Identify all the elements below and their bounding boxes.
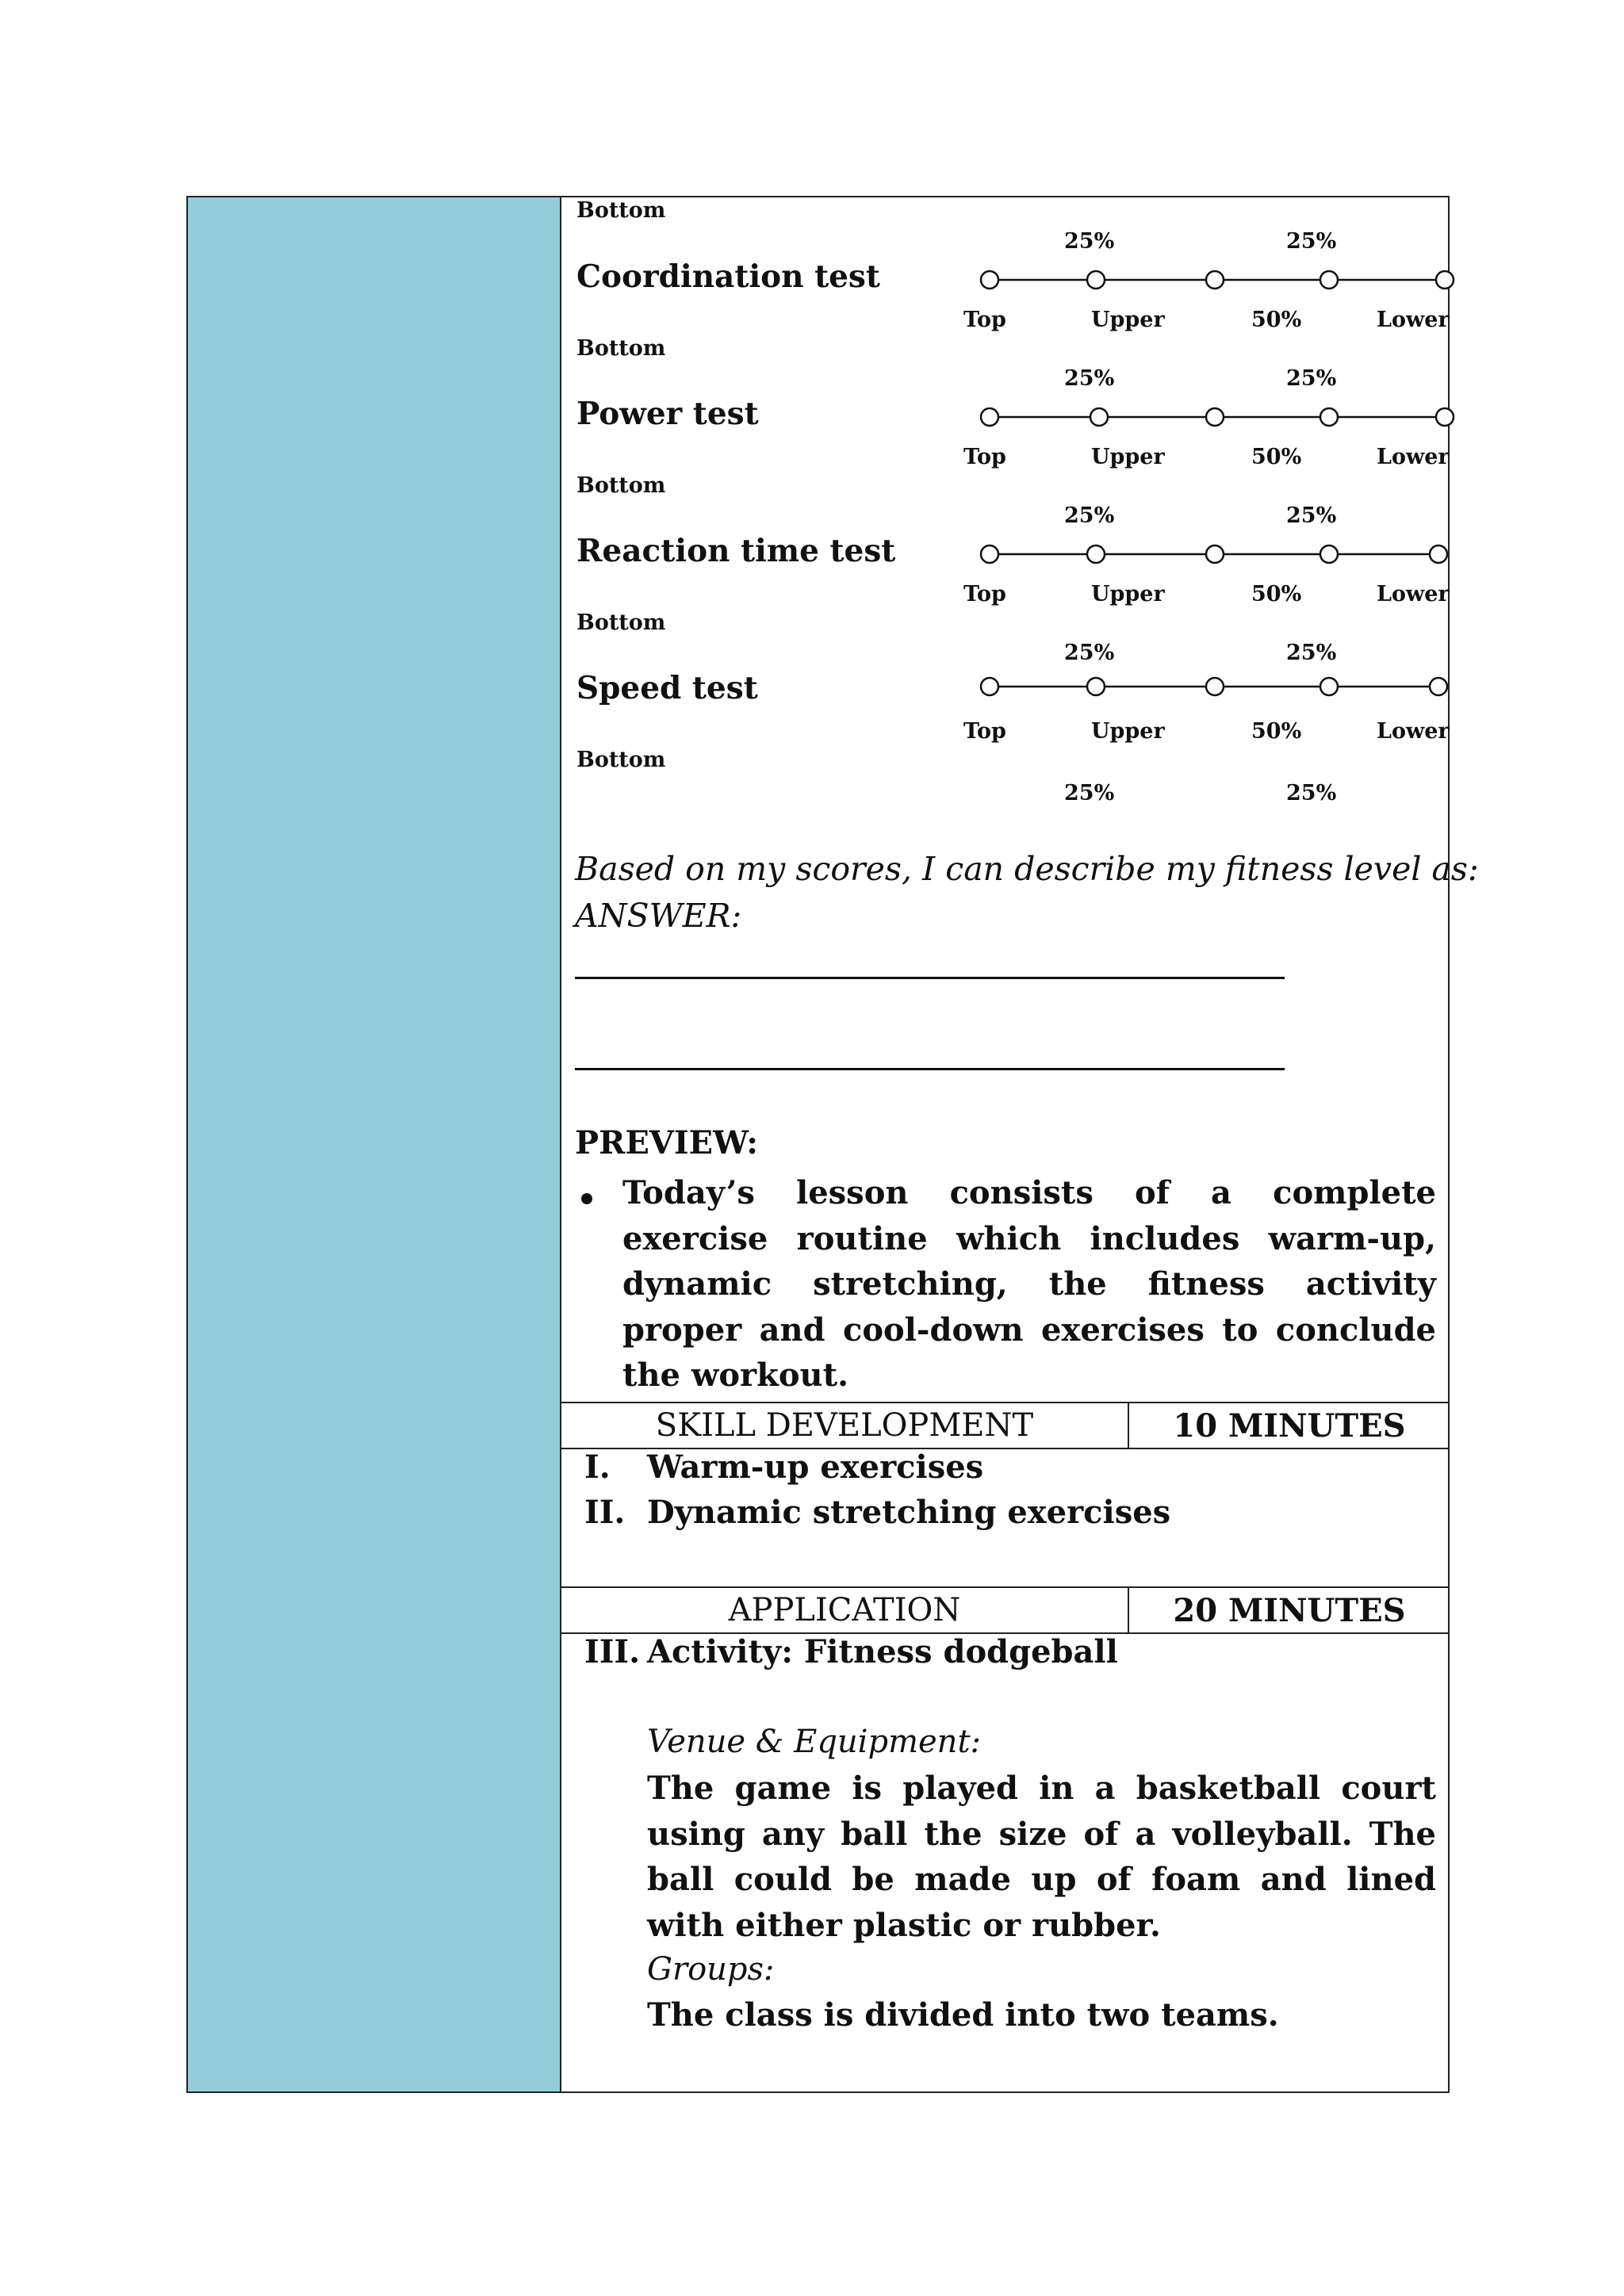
scale-label-lower: Lower xyxy=(1377,719,1450,744)
venue-text: The game is played in a basketball court using any ball the size of a volleyball. The ball could be made up of foam and lined with either plastic or rubber. xyxy=(647,1770,1436,1944)
scale-label-upper: Upper xyxy=(1091,445,1165,469)
groups-text: The class is divided into two teams. xyxy=(647,1996,1279,2034)
scale-label-bottom: Bottom xyxy=(576,748,666,772)
scale-label-quartile: 25% xyxy=(1064,229,1115,254)
scale-label-lower: Lower xyxy=(1377,445,1450,469)
list-item: Warm-up exercises xyxy=(647,1448,984,1486)
section-title: SKILL DEVELOPMENT xyxy=(561,1403,1129,1448)
item-number: I. xyxy=(584,1448,611,1486)
item-number: II. xyxy=(584,1494,626,1531)
scale-label-bottom: Bottom xyxy=(576,336,666,361)
scale-label-fifty: 50% xyxy=(1251,582,1302,607)
scale-label-top: Top xyxy=(963,719,1006,744)
scale-label-lower: Lower xyxy=(1377,582,1450,607)
scale-label-bottom: Bottom xyxy=(576,198,666,223)
scale-label-bottom: Bottom xyxy=(576,610,666,635)
test-name: Speed test xyxy=(576,670,758,706)
scale-label-lower: Lower xyxy=(1377,308,1450,332)
scale-label-quartile: 25% xyxy=(1064,366,1115,391)
scale-label-quartile: 25% xyxy=(1286,366,1337,391)
section-duration: 20 MINUTES xyxy=(1173,1591,1406,1629)
scale-label-quartile: 25% xyxy=(1064,503,1115,528)
percentile-scale xyxy=(967,530,1459,578)
scale-label-upper: Upper xyxy=(1091,308,1165,332)
scale-label-top: Top xyxy=(963,582,1006,607)
reflection-prompt: Based on my scores, I can describe my fitness level as: xyxy=(575,850,1479,888)
scale-label-top: Top xyxy=(963,308,1006,332)
preview-heading: PREVIEW: xyxy=(575,1124,759,1161)
item-number: III. xyxy=(584,1633,641,1670)
preview-text: Today’s lesson consists of a complete exercise routine which includes warm-up, dynamic stretching, the fitness activity proper and cool-down exercises to conclude the workout. xyxy=(622,1174,1436,1394)
answer-line[interactable] xyxy=(575,1068,1285,1070)
scale-label-quartile: 25% xyxy=(1064,641,1115,665)
venue-heading: Venue & Equipment: xyxy=(647,1724,981,1760)
scale-label-fifty: 50% xyxy=(1251,308,1302,332)
scale-label-quartile: 25% xyxy=(1286,781,1337,806)
scale-label-fifty: 50% xyxy=(1251,719,1302,744)
test-name: Reaction time test xyxy=(576,533,896,569)
list-item: Activity: Fitness dodgeball xyxy=(647,1633,1118,1670)
percentile-scale xyxy=(967,393,1459,441)
scale-label-quartile: 25% xyxy=(1064,781,1115,806)
bullet-icon xyxy=(581,1193,592,1204)
answer-line[interactable] xyxy=(575,977,1285,979)
section-title: APPLICATION xyxy=(561,1588,1129,1632)
section-header-skill-development xyxy=(561,1402,1450,1449)
scale-label-quartile: 25% xyxy=(1286,503,1337,528)
test-name: Coordination test xyxy=(576,258,880,295)
scale-label-upper: Upper xyxy=(1091,719,1165,744)
test-name: Power test xyxy=(576,396,759,432)
scale-label-upper: Upper xyxy=(1091,582,1165,607)
list-item: Dynamic stretching exercises xyxy=(647,1494,1171,1531)
scale-label-bottom: Bottom xyxy=(576,473,666,498)
percentile-scale xyxy=(967,256,1459,304)
scale-label-quartile: 25% xyxy=(1286,229,1337,254)
answer-label: ANSWER: xyxy=(575,897,742,935)
section-duration: 10 MINUTES xyxy=(1173,1406,1406,1445)
scale-label-fifty: 50% xyxy=(1251,445,1302,469)
scale-label-top: Top xyxy=(963,445,1006,469)
scale-label-quartile: 25% xyxy=(1286,641,1337,665)
section-header-application xyxy=(561,1586,1450,1634)
percentile-scale xyxy=(967,663,1459,710)
groups-heading: Groups: xyxy=(647,1951,775,1988)
